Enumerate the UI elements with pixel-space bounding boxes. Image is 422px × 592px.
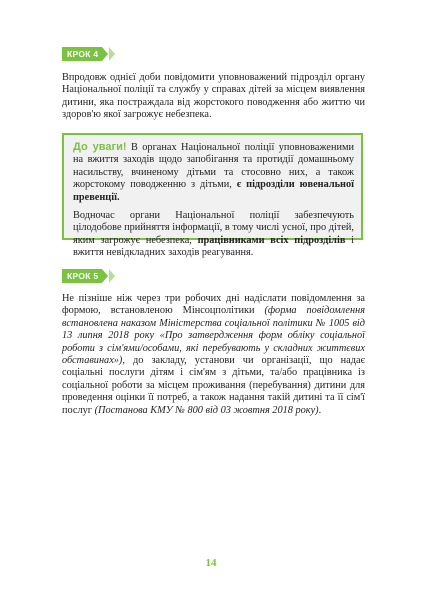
step-5-label: КРОК 5: [62, 269, 102, 283]
step-5-text-b: , до закладу, установи чи організації, що надає соціальні послуги дітям і сім'ям з дітьми, та/або працівника із соціальної роботи за місцем проживання (перебування) дитини для проведення оцінки її потреб, а також надання такій дитині та її сім'ї послуг: [62, 355, 365, 416]
step-4-tag: [62, 47, 115, 61]
note-p1-bold: є підрозділи ювенальної превенції.: [73, 179, 354, 203]
step-4-arrow-shadow-icon: [109, 47, 115, 61]
note-p2-text-b: і вжиття невідкладних заходів реагування.: [73, 234, 355, 259]
step-5-text-a: Не пізніше ніж через три робочих дні надіслати повідомлення за формою, встановленою Мінсоцполітики: [62, 293, 365, 317]
note-p1-text: В органах Національної поліції уповноваженими на вжиття заходів щодо запобігання та протидії домашньому насильству, вчиненому дітьми та стосовно них, а також жорстокому поводженню з дітьми,: [73, 142, 354, 191]
attention-note-box: [62, 133, 363, 259]
note-paragraph-2: [73, 210, 354, 260]
note-p2-text-a: Водночас органи Національної поліції забезпечують цілодобове прийняття інформації, в тому числі усної, про дітей, яким загрожує небезпека,: [73, 210, 354, 246]
step-4-arrow-icon: [102, 47, 108, 61]
note-paragraph-1: [73, 141, 354, 204]
note-p2-bold: працівниками всіх підрозділів: [197, 234, 346, 246]
step-4-paragraph: Впродовж однієї доби повідомити уповноважений підрозділ органу Національної поліції та службу у справах дітей за місцем виявлення дитини, яка постраждала від жорстокого поводження або життю чи здоров'ю якої загрожує небезпека.: [62, 72, 365, 121]
step-5-tag: [62, 269, 115, 283]
page-number: 14: [205, 557, 217, 569]
step-5-italic-b: (Постанова КМУ № 800 від 03 жовтня 2018 року): [94, 404, 319, 416]
step-5-arrow-icon: [102, 269, 108, 283]
step-5-italic-a: (форма повідомлення встановлена наказом Міністерства соціальної політики № 1005 від 13 липня 2018 року «Про затвердження форм обліку соціальної роботи з сім'ями/особами, які перебувають у складних життєвих обставинах»): [62, 305, 366, 367]
note-title: До уваги!: [73, 141, 127, 153]
step-5-text-c: .: [318, 404, 322, 416]
step-5-arrow-shadow-icon: [109, 269, 115, 283]
step-4-label: КРОК 4: [62, 47, 102, 61]
step-5-paragraph: [62, 293, 365, 417]
